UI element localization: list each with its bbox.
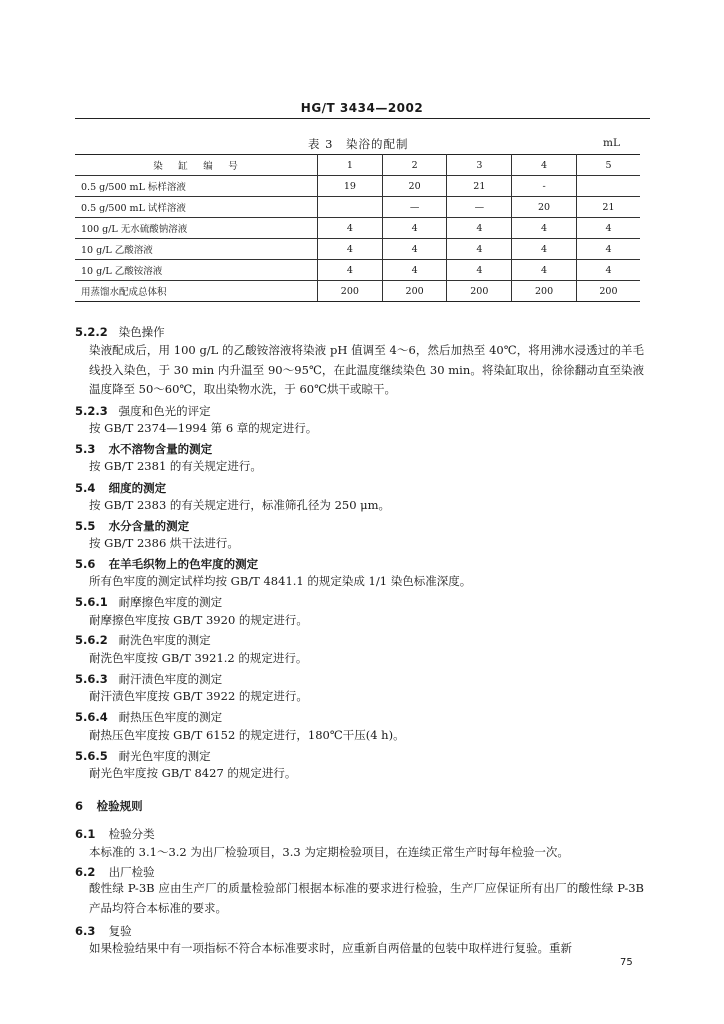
table-cell: 4	[576, 239, 640, 260]
table-cell: 4	[512, 218, 577, 239]
section-paragraph: 耐光色牢度按 GB/T 8427 的规定进行。	[89, 766, 297, 780]
section-number: 5.6.1	[75, 595, 108, 609]
section-heading	[75, 403, 211, 419]
section-paragraph: 如果检验结果中有一项指标不符合本标准要求时，应重新自两倍量的包装中取样进行复验。重新	[89, 941, 572, 955]
section-number: 5.6.4	[75, 710, 108, 724]
section-title: 耐汗渍色牢度的测定	[118, 672, 223, 686]
section-paragraph: 耐热压色牢度按 GB/T 6152 的规定进行，180℃干压(4 h)。	[89, 728, 405, 742]
table-cell: 4	[512, 239, 577, 260]
table-header-cell: 1	[318, 155, 383, 176]
section-number: 5.4	[75, 481, 96, 495]
section-paragraph: 所有色牢度的测定试样均按 GB/T 4841.1 的规定染成 1/1 染色标准深度。	[89, 574, 472, 588]
page-number: 75	[620, 957, 633, 968]
section-heading	[75, 518, 189, 534]
section-title: 耐摩擦色牢度的测定	[118, 595, 223, 609]
table-cell: 200	[512, 281, 577, 302]
table-header-cell: 染 缸 编 号	[75, 155, 318, 176]
table-cell: 20	[512, 197, 577, 218]
section-paragraph: 酸性绿 P-3B 应由生产厂的质量检验部门根据本标准的要求进行检验，生产厂应保证所有出厂的酸性绿 P-3B 产品均符合本标准的要求。	[89, 881, 644, 915]
table-row	[75, 239, 640, 260]
section-title: 水不溶物含量的测定	[108, 442, 213, 456]
table-cell: 4	[447, 239, 512, 260]
section-number: 5.6.2	[75, 633, 108, 647]
section-number: 5.2.3	[75, 404, 108, 418]
table-header-cell: 2	[382, 155, 447, 176]
table-cell: 用蒸馏水配成总体积	[75, 281, 318, 302]
table-cell: 21	[447, 176, 512, 197]
section-title: 耐光色牢度的测定	[118, 749, 211, 763]
table-header-row	[75, 155, 640, 176]
section-paragraph: 染液配成后，用 100 g/L 的乙酸铵溶液将染液 pH 值调至 4～6，然后加热至 40℃，将用沸水浸透过的羊毛线投入染色，于 30 min 内升温至 90～95℃，在此温度继续染色 30 min。将染缸取出，徐徐翻动直至染液温度降至 50～60℃，取出染物水洗，于 60℃烘干或晾干。	[89, 343, 644, 396]
table-row	[75, 218, 640, 239]
section-heading	[75, 594, 222, 610]
table-cell: 4	[447, 218, 512, 239]
table-unit: mL	[603, 137, 620, 149]
section-title: 复验	[108, 924, 132, 938]
table-cell: 200	[382, 281, 447, 302]
section-number: 6	[75, 799, 84, 813]
section-heading	[75, 324, 165, 340]
table-cell: 21	[576, 197, 640, 218]
section-number: 5.6.5	[75, 749, 108, 763]
section-heading	[75, 671, 222, 687]
table-cell: 200	[447, 281, 512, 302]
section-title: 检验分类	[108, 827, 155, 841]
table-cell: 20	[382, 176, 447, 197]
table-row	[75, 281, 640, 302]
table-cell: 4	[512, 260, 577, 281]
section-heading	[75, 748, 211, 764]
section-paragraph: 耐洗色牢度按 GB/T 3921.2 的规定进行。	[89, 651, 308, 665]
section-paragraph: 按 GB/T 2386 烘干法进行。	[89, 536, 239, 550]
section-heading	[75, 826, 155, 842]
section-number: 5.2.2	[75, 325, 108, 339]
section-title: 检验规则	[96, 799, 143, 813]
section-heading	[75, 556, 258, 572]
section-number: 6.2	[75, 865, 96, 879]
section-heading	[75, 864, 155, 880]
table-cell: 10 g/L 乙酸溶液	[75, 239, 318, 260]
section-paragraph: 本标准的 3.1～3.2 为出厂检验项目，3.3 为定期检验项目，在连续正常生产时每年检验一次。	[89, 845, 569, 859]
section-title: 耐热压色牢度的测定	[118, 710, 223, 724]
section-title: 在羊毛织物上的色牢度的测定	[108, 557, 259, 571]
table-cell: 4	[318, 218, 383, 239]
section-number: 5.6.3	[75, 672, 108, 686]
table-cell: 4	[382, 218, 447, 239]
table-cell	[318, 197, 383, 218]
section-title: 水分含量的测定	[108, 519, 190, 533]
table-cell: 4	[447, 260, 512, 281]
table-cell: 10 g/L 乙酸铵溶液	[75, 260, 318, 281]
table-row	[75, 260, 640, 281]
section-heading	[75, 441, 212, 457]
table-cell	[576, 176, 640, 197]
section-paragraph: 耐汗渍色牢度按 GB/T 3922 的规定进行。	[89, 689, 308, 703]
table-cell: 4	[318, 260, 383, 281]
table-cell: 19	[318, 176, 383, 197]
section-number: 5.6	[75, 557, 96, 571]
section-paragraph: 按 GB/T 2381 的有关规定进行。	[89, 459, 262, 473]
section-number: 6.3	[75, 924, 96, 938]
table-header-cell: 5	[576, 155, 640, 176]
dye-bath-table	[75, 154, 640, 302]
section-number: 5.3	[75, 442, 96, 456]
section-number: 5.5	[75, 519, 96, 533]
table-cell: 4	[382, 260, 447, 281]
table-cell: 200	[576, 281, 640, 302]
table-cell: —	[447, 197, 512, 218]
chapter-heading	[75, 798, 143, 814]
table-cell: 200	[318, 281, 383, 302]
table-header-cell: 4	[512, 155, 577, 176]
section-title: 耐洗色牢度的测定	[118, 633, 211, 647]
section-title: 细度的测定	[108, 481, 167, 495]
standard-code: HG/T 3434—2002	[300, 101, 424, 115]
section-heading	[75, 709, 222, 725]
table-row	[75, 176, 640, 197]
table-cell: 4	[576, 260, 640, 281]
table-cell: 4	[382, 239, 447, 260]
header-rule	[75, 118, 650, 119]
section-heading	[75, 632, 211, 648]
table-row	[75, 197, 640, 218]
section-paragraph: 耐摩擦色牢度按 GB/T 3920 的规定进行。	[89, 613, 308, 627]
table-cell: 100 g/L 无水硫酸钠溶液	[75, 218, 318, 239]
table-cell: 0.5 g/500 mL 标样溶液	[75, 176, 318, 197]
section-title: 出厂检验	[108, 865, 155, 879]
section-heading	[75, 480, 166, 496]
section-paragraph: 按 GB/T 2383 的有关规定进行，标准筛孔径为 250 μm。	[89, 498, 391, 512]
table-cell: -	[512, 176, 577, 197]
section-number: 6.1	[75, 827, 96, 841]
section-paragraph: 按 GB/T 2374—1994 第 6 章的规定进行。	[89, 421, 318, 435]
section-heading	[75, 923, 132, 939]
table-cell: —	[382, 197, 447, 218]
table-caption: 表 3 染浴的配制	[308, 137, 409, 151]
table-cell: 4	[576, 218, 640, 239]
section-title: 强度和色光的评定	[118, 404, 211, 418]
section-title: 染色操作	[118, 325, 165, 339]
table-header-cell: 3	[447, 155, 512, 176]
table-cell: 4	[318, 239, 383, 260]
table-cell: 0.5 g/500 mL 试样溶液	[75, 197, 318, 218]
